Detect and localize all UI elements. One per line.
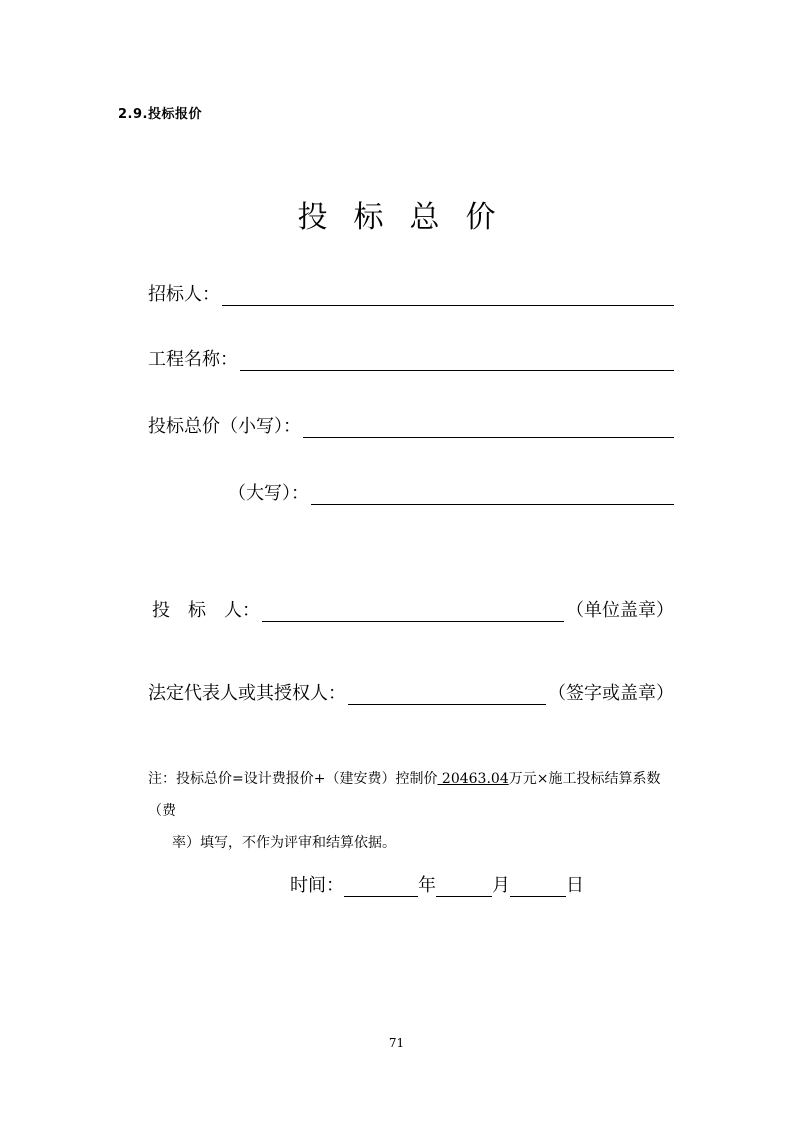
project-name-blank[interactable] [240,350,674,371]
bidder-row [152,600,674,622]
note-text-1: 注：投标总价=设计费报价+（建安费）控制价 [148,771,438,787]
legal-rep-row [148,683,674,705]
year-label: 年 [418,875,436,896]
total-lower-label: 投标总价（小写）： [148,416,301,437]
project-name-label: 工程名称： [148,349,238,370]
total-upper-blank[interactable] [311,484,674,505]
note-amount: 20463.04 [437,771,509,787]
legal-rep-label: 法定代表人或其授权人： [148,683,346,704]
page-title: 投标总价 [297,200,522,235]
bidder-label: 投 标 人： [152,600,260,621]
tenderee-blank[interactable] [222,285,674,306]
year-blank[interactable] [344,876,418,897]
bidder-suffix: （单位盖章） [566,600,674,621]
tenderee-label: 招标人： [148,284,220,305]
note-block [148,763,678,859]
section-heading: 2.9.投标报价 [118,107,202,122]
day-blank[interactable] [510,876,566,897]
project-name-row [148,349,674,371]
page-number: 71 [388,1036,405,1050]
tenderee-row [148,284,674,306]
note-text-3: 率）填写，不作为评审和结算依据。 [172,835,396,851]
month-label: 月 [492,875,510,896]
date-label: 时间： [290,875,344,896]
total-lower-row [148,416,674,438]
total-upper-row [228,483,674,505]
day-label: 日 [566,875,584,896]
month-blank[interactable] [436,876,492,897]
total-upper-label: （大写）： [228,483,309,504]
legal-rep-suffix: （签字或盖章） [548,683,674,704]
date-row [290,871,584,897]
total-lower-blank[interactable] [303,417,674,438]
note-text-2: 万元×施工投标结算系数（费 [148,771,661,819]
bidder-blank[interactable] [262,601,564,622]
legal-rep-blank[interactable] [348,684,546,705]
